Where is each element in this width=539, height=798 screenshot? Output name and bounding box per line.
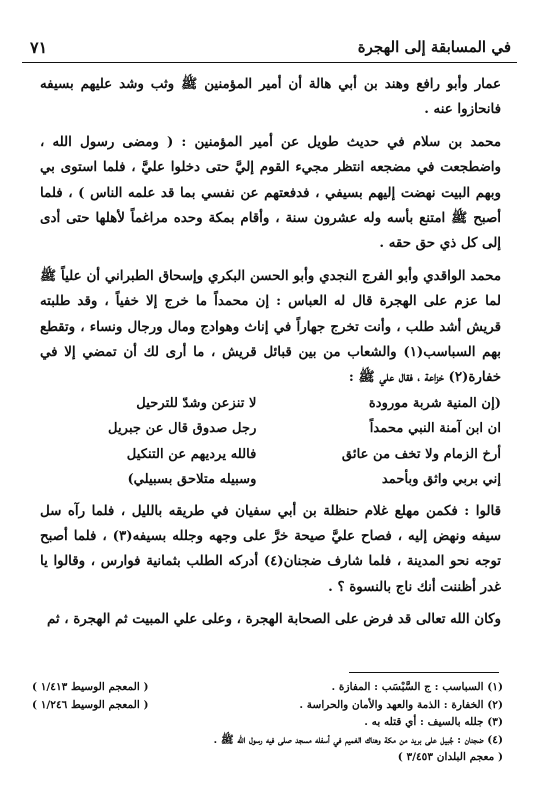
- paragraph: عمار وأبو رافع وهند بن أبي هالة أن أمير المؤمنين ﷺ وثب وشد عليهم بسيفه فانحازوا عنه .: [40, 76, 501, 118]
- footnote: [32, 732, 503, 750]
- footnotes: [32, 679, 503, 767]
- poem-hemistich: فالله يرديهم عن التنكيل: [126, 446, 257, 462]
- poem-hemistich: أرخ الزمام ولا تخف من عائق: [341, 446, 501, 462]
- footnote-source: ( المعجم الوسيط ١/٤١٣ ): [32, 681, 149, 693]
- page-number: ٧١: [30, 38, 48, 57]
- footnote-text: (٣) جلله بالسيف : أي قتله به .: [364, 716, 503, 729]
- poem-hemistich: (إن المنية شربة مورودة: [368, 395, 501, 411]
- poem-hemistich: رجل صدوق قال عن جبريل: [108, 421, 257, 437]
- main-text: [40, 72, 501, 633]
- footnote-text: (٢) الخفارة : الذمة والعهد والأمان والحراسة .: [299, 698, 503, 711]
- poem-hemistich: وسبيله متلاحق بسبيلي): [127, 472, 257, 488]
- footnote-source: ( المعجم الوسيط ١/٢٤٦ ): [32, 698, 149, 711]
- poem: [40, 391, 501, 493]
- poem-hemistich: لا تنزعن وشدّ للترحيل: [136, 395, 257, 411]
- paragraph: قالوا : فكمن مهلع غلام حنظلة بن أبي سفيان في طريقه بالليل ، فلما رآه سل سيفه ونهض إليه ، فصاح عليَّ صيحة خرَّ على وجهه وجلله بسيفه(٣) ، فلما أصبح توجه نحو المدينة ، فلما شارف ضجنان(٤) أدركه الطلب بثمانية فوارس ، وقالوا يا غدر أظننت أنك ناج بالنسوة ؟ .: [40, 502, 501, 595]
- page-header: [22, 38, 517, 63]
- running-title: في المسابقة إلى الهجرة: [357, 38, 511, 56]
- footnote-text: (١) السباسب : ج السَّبْسَب : المفازة .: [331, 681, 503, 693]
- footnote-text: (٤) ضجنان : جُبيل على بريد من مكة وهناك الغميم في أسفله مسجد صلى فيه رسول الله ﷺ .: [213, 733, 503, 746]
- footnote: [32, 679, 503, 697]
- paragraph: محمد الواقدي وأبو الفرج النجدي وأبو الحسن البكري وإسحاق الطبراني أن علياً ﷺ لما عزم على الهجرة قال له العباس : إن محمداً ما خرج إلا خفياً ، وقد طلبته قريش أشد طلب ، وأنت تخرج جهاراً في إناث وهوادج ومال ورجال ونساء ، وتقطع بهم السباسب(١) والشعاب من بين قبائل قريش ، ما أرى لك أن تمضي إلا في خفارة(٢) خزاعة ، فقال علي ﷺ :: [40, 267, 501, 386]
- footnote: [32, 714, 503, 732]
- paragraph: وكان الله تعالى قد فرض على الصحابة الهجرة ، وعلى علي المبيت ثم الهجرة ، ثم: [46, 611, 501, 628]
- poem-hemistich: ان ابن آمنة النبي محمداً: [369, 421, 501, 437]
- footnote: [32, 749, 503, 767]
- poem-hemistich: إني بربي واثق وبأحمد: [381, 472, 501, 488]
- paragraph: محمد بن سلام في حديث طويل عن أمير المؤمنين : ( ومضى رسول الله ، واضطجعت في مضجعه انتظر مجيء القوم إليَّ حتى دخلوا عليَّ ، فلما استوى بي وبهم البيت نهضت إليهم بسيفي ، فدفعتهم عن نفسي بما قد علمه الناس ) ، فلما أصبح ﷺ امتنع بأسه وله عشرون سنة ، وأقام بمكة وحده مراغماً لأهلها حتى أدى إلى كل ذي حق حقه .: [40, 133, 501, 252]
- footnote-divider: [349, 672, 499, 673]
- footnote: [32, 697, 503, 715]
- footnote-text: ( معجم البلدان ٣/٤٥٣ ): [397, 751, 503, 764]
